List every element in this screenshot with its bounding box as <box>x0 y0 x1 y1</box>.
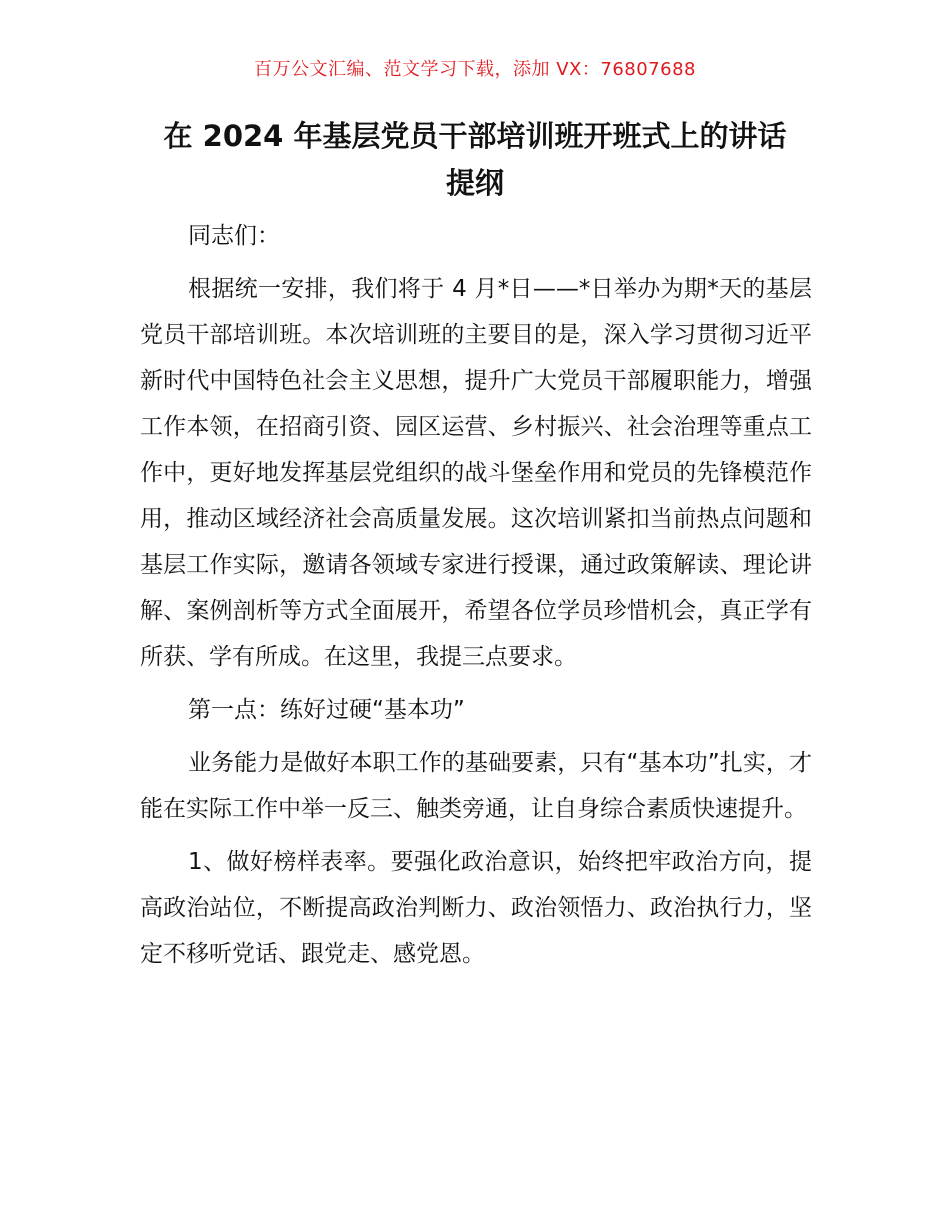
paragraph-intro: 根据统一安排，我们将于 4 月*日——*日举办为期*天的基层党员干部培训班。本次培训班的主要目的是，深入学习贯彻习近平新时代中国特色社会主义思想，提升广大党员干部履职能力，增强工作本领，在招商引资、园区运营、乡村振兴、社会治理等重点工作中，更好地发挥基层党组织的战斗堡垒作用和党员的先锋模范作用，推动区域经济社会高质量发展。这次培训紧扣当前热点问题和基层工作实际，邀请各领域专家进行授课，通过政策解读、理论讲解、案例剖析等方式全面展开，希望各位学员珍惜机会，真正学有所获、学有所成。在这里，我提三点要求。 <box>140 276 812 670</box>
paragraph-section-1: 业务能力是做好本职工作的基础要素，只有“基本功”扎实，才能在实际工作中举一反三、触类旁通，让自身综合素质快速提升。 <box>140 750 812 822</box>
document-title <box>140 113 810 207</box>
title-line-1: 在 2024 年基层党员干部培训班开班式上的讲话 <box>163 119 787 153</box>
salutation: 同志们： <box>188 223 280 249</box>
paragraph-item-1: 1、做好榜样表率。要强化政治意识，始终把牢政治方向，提高政治站位，不断提高政治判断力、政治领悟力、政治执行力，坚定不移听党话、跟党走、感党恩。 <box>140 849 812 967</box>
section-heading-1: 第一点：练好过硬“基本功” <box>188 697 465 723</box>
title-line-2: 提纲 <box>445 166 504 200</box>
header-watermark: 百万公文汇编、范文学习下载，添加 VX：76807688 <box>254 59 696 80</box>
document-body <box>140 213 812 984</box>
